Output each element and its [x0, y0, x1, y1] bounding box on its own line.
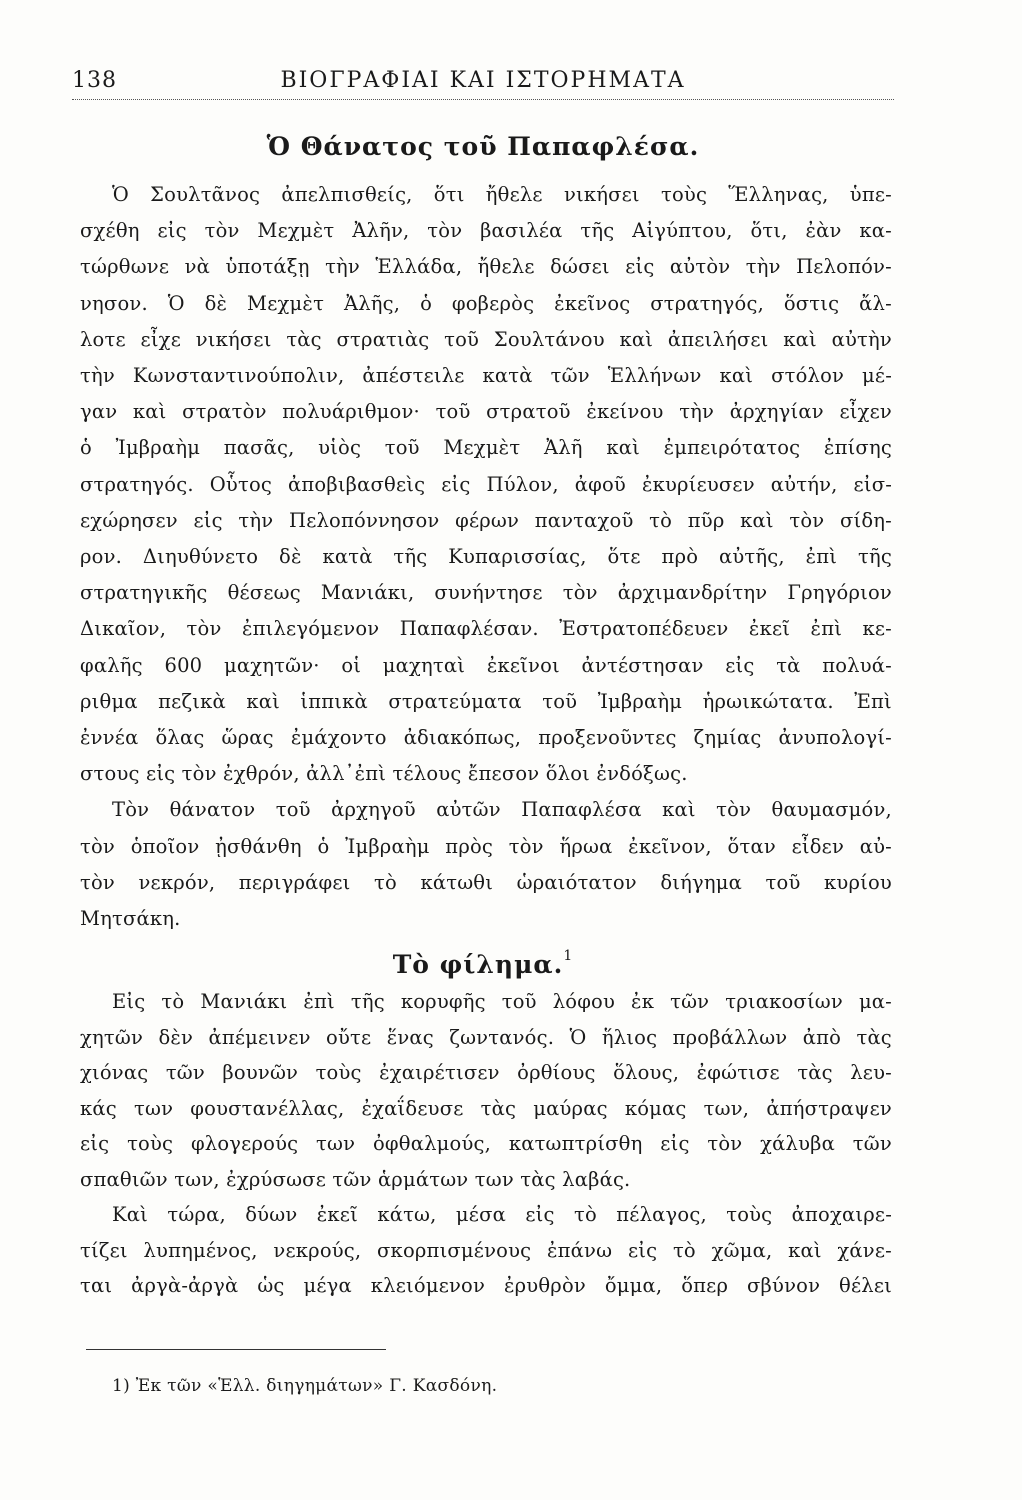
text-line: Ὁ Σουλτᾶνος ἀπελπισθείς, ὅτι ἤθελε νικήσει τοὺς Ἕλληνας, ὑπε-: [112, 183, 892, 206]
text-line: τὸν ὁποῖον ᾐσθάνθη ὁ Ἰμβραὴμ πρὸς τὸν ἥρωα ἐκεῖνον, ὅταν εἶδεν αὐ-: [80, 834, 892, 858]
footnote-marker: 1: [563, 947, 574, 964]
text-line: Τὸν θάνατον τοῦ ἀρχηγοῦ αὐτῶν Παπαφλέσα καὶ τὸν θαυμασμόν,: [112, 798, 892, 822]
text-line: τίζει λυπημένος, νεκρούς, σκορπισμένους ἐπάνω εἰς τὸ χῶμα, καὶ χάνε-: [80, 1238, 892, 1262]
text-line: ρον. Διηυθύνετο δὲ κατὰ τῆς Κυπαρισσίας, ὅτε πρὸ αὐτῆς, ἐπὶ τῆς: [80, 545, 892, 568]
text-line: φαλῆς 600 μαχητῶν· οἱ μαχηταὶ ἐκεῖνοι ἀντέστησαν εἰς τὰ πολυά-: [80, 653, 892, 677]
text-line: ριθμα πεζικὰ καὶ ἱππικὰ στρατεύματα τοῦ Ἰμβραὴμ ἡρωικώτατα. Ἐπὶ: [80, 689, 892, 713]
footnote: 1) Ἐκ τῶν «Ἑλλ. διηγημάτων» Γ. Κασδόνη.: [112, 1376, 498, 1396]
text-line: κάς των φουστανέλλας, ἐχαΐδευσε τὰς μαύρας κόμας των, ἀπήστραψεν: [80, 1096, 892, 1120]
text-line: Εἰς τὸ Μανιάκι ἐπὶ τῆς κορυφῆς τοῦ λόφου ἐκ τῶν τριακοσίων μα-: [112, 990, 892, 1013]
text-line: σπαθιῶν των, ἐχρύσωσε τῶν ἁρμάτων των τὰς λαβάς.: [80, 1167, 631, 1191]
text-line: λοτε εἶχε νικήσει τὰς στρατιὰς τοῦ Σουλτάνου καὶ ἀπειλήσει καὶ αὐτὴν: [80, 327, 892, 351]
text-line: στους εἰς τὸν ἐχθρόν, ἀλλ᾽ἐπὶ τέλους ἔπεσον ὅλοι ἐνδόξως.: [80, 762, 688, 786]
page-number: 138: [72, 68, 117, 93]
text-line: τὴν Κωνσταντινούπολιν, ἀπέστειλε κατὰ τῶν Ἑλλήνων καὶ στόλον μέ-: [80, 364, 892, 387]
text-line: τώρθωνε νὰ ὑποτάξῃ τὴν Ἑλλάδα, ἤθελε δώσει εἰς αὐτὸν τὴν Πελοπόν-: [80, 255, 892, 279]
running-title: ΒΙΟΓΡΑΦΙΑΙ ΚΑΙ ΙΣΤΟΡΗΜΑΤΑ: [280, 68, 686, 93]
text-line: ται ἀργὰ-ἀργὰ ὡς μέγα κλειόμενον ἐρυθρὸν ὄμμα, ὅπερ σβύνον θέλει: [80, 1274, 892, 1297]
text-line: Δικαῖον, τὸν ἐπιλεγόμενον Παπαφλέσαν. Ἐστρατοπέδευεν ἐκεῖ ἐπὶ κε-: [80, 617, 892, 641]
text-line: νησον. Ὁ δὲ Μεχμὲτ Ἀλῆς, ὁ φοβερὸς ἐκεῖνος στρατηγός, ὅστις ἄλ-: [80, 291, 892, 315]
text-line: Καὶ τώρα, δύων ἐκεῖ κάτω, μέσα εἰς τὸ πέλαγος, τοὺς ἀποχαιρε-: [112, 1203, 892, 1226]
text-line: γαν καὶ στρατὸν πολυάριθμον· τοῦ στρατοῦ ἐκείνου τὴν ἀρχηγίαν εἶχεν: [80, 400, 892, 424]
text-line: στρατηγικῆς θέσεως Μανιάκι, συνήντησε τὸν ἀρχιμανδρίτην Γρηγόριον: [80, 581, 892, 605]
text-line: χητῶν δὲν ἀπέμεινεν οὔτε ἕνας ζωντανός. Ὁ ἥλιος προβάλλων ἀπὸ τὰς: [80, 1025, 892, 1049]
footnote-rule: [86, 1349, 386, 1350]
text-line: στρατηγός. Οὗτος ἀποβιβασθεὶς εἰς Πύλον, ἀφοῦ ἐκυρίευσεν αὐτήν, εἰσ-: [80, 472, 892, 496]
text-line: εἰς τοὺς φλογερούς των ὀφθαλμούς, κατωπτρίσθη εἰς τὸν χάλυβα τῶν: [80, 1132, 892, 1155]
running-head: [72, 60, 894, 100]
text-line: ἐννέα ὅλας ὥρας ἐμάχοντο ἀδιακόπως, προξενοῦντες ζημίας ἀνυπολογί-: [80, 726, 892, 749]
section-title-the-kiss: [72, 947, 894, 979]
text-line: τὸν νεκρόν, περιγράφει τὸ κάτωθι ὡραιότατον διήγημα τοῦ κυρίου: [80, 870, 892, 894]
text-line: εχώρησεν εἰς τὴν Πελοπόννησον φέρων πανταχοῦ τὸ πῦρ καὶ τὸν σίδη-: [80, 508, 892, 532]
section-title-death-of-papaflessas: Ὁ Θάνατος τοῦ Παπαφλέσα.: [266, 132, 700, 161]
text-line: χιόνας τῶν βουνῶν τοὺς ἐχαιρέτισεν ὀρθίους ὅλους, ἐφώτισε τὰς λευ-: [80, 1061, 892, 1084]
text-line: Μητσάκη.: [80, 907, 181, 930]
text-line: σχέθη εἰς τὸν Μεχμὲτ Ἀλῆν, τὸν βασιλέα τῆς Αἰγύπτου, ὅτι, ἐὰν κα-: [80, 219, 892, 243]
text-line: ὁ Ἰμβραὴμ πασᾶς, υἱὸς τοῦ Μεχμὲτ Ἀλῆ καὶ ἐμπειρότατος ἐπίσης: [80, 436, 892, 460]
section-title-text: Τὸ φίλημα.: [392, 950, 564, 979]
